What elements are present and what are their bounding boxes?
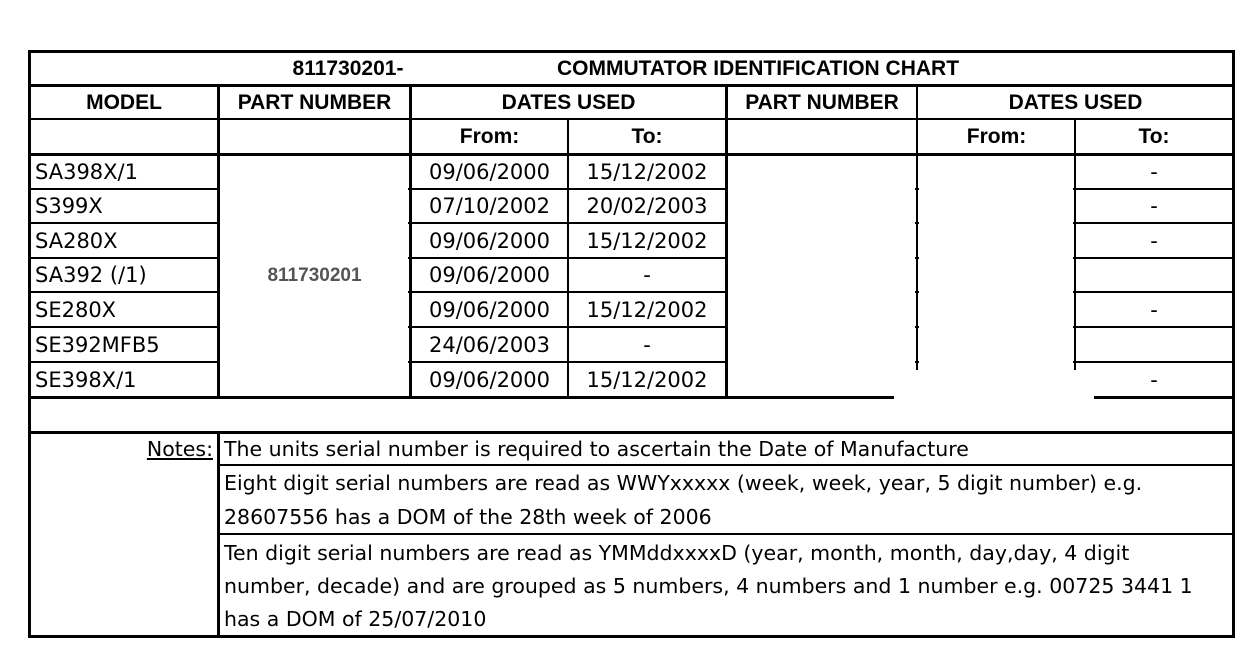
row-to: 15/12/2002 bbox=[586, 367, 708, 392]
note-line-2b: 28607556 has a DOM of the 28th week of 2006 bbox=[224, 504, 712, 529]
row-to: 20/02/2003 bbox=[586, 194, 708, 218]
row-from: 09/06/2000 bbox=[428, 297, 551, 322]
note-line-3c: has a DOM of 25/07/2010 bbox=[224, 607, 487, 631]
row-to: - bbox=[643, 332, 651, 357]
chart-title: COMMUTATOR IDENTIFICATION CHART bbox=[556, 56, 960, 80]
grid-line bbox=[218, 533, 1234, 535]
row-to: 15/12/2002 bbox=[586, 160, 708, 184]
row-to-2: - bbox=[1150, 194, 1158, 218]
row-model: SE392MFB5 bbox=[35, 332, 160, 357]
note-line-3a: Ten digit serial numbers are read as YMMddxxxxD (year, month, month, day,day, 4 digit bbox=[224, 540, 1130, 565]
notes-label: Notes: bbox=[146, 437, 213, 461]
row-to: - bbox=[643, 263, 651, 287]
row-to: 15/12/2002 bbox=[586, 297, 708, 322]
row-to-2 bbox=[1076, 259, 1232, 291]
table-border-right bbox=[1232, 50, 1235, 638]
col-header-part-number-2: PART NUMBER bbox=[745, 90, 899, 114]
row-to-2: - bbox=[1150, 228, 1158, 253]
redacted-area bbox=[894, 370, 1094, 400]
col-header-dates-used-2: DATES USED bbox=[1008, 90, 1143, 114]
row-model: SA398X/1 bbox=[35, 160, 138, 184]
col-header-to-2: To: bbox=[1138, 124, 1170, 148]
row-to-2: - bbox=[1150, 297, 1158, 322]
row-from: 07/10/2002 bbox=[428, 194, 551, 218]
row-model: SE398X/1 bbox=[35, 367, 137, 392]
row-from: 09/06/2000 bbox=[428, 263, 551, 287]
col-header-to: To: bbox=[631, 124, 663, 148]
col-header-dates-used: DATES USED bbox=[501, 90, 636, 114]
row-model: SA392 (/1) bbox=[35, 263, 147, 287]
merged-cell-bg bbox=[728, 156, 915, 396]
col-header-from: From: bbox=[459, 124, 520, 148]
note-line-2a: Eight digit serial numbers are read as WWYxxxxx (week, week, year, 5 digit number) e.g. bbox=[224, 471, 1143, 495]
note-line-1: The units serial number is required to ascertain the Date of Manufacture bbox=[224, 437, 969, 461]
row-from: 24/06/2003 bbox=[428, 332, 551, 357]
row-model: S399X bbox=[35, 194, 103, 218]
row-to: 15/12/2002 bbox=[586, 228, 708, 253]
col-header-part-number: PART NUMBER bbox=[237, 90, 392, 114]
chart-code: 811730201- bbox=[292, 56, 404, 80]
row-model: SA280X bbox=[35, 228, 118, 253]
note-line-3b: number, decade) and are grouped as 5 numbers, 4 numbers and 1 number e.g. 00725 3441 1 bbox=[224, 574, 1193, 598]
row-to-2 bbox=[1076, 328, 1232, 361]
row-model: SE280X bbox=[35, 297, 117, 322]
col-header-from-2: From: bbox=[966, 124, 1027, 148]
grid-line bbox=[916, 84, 918, 397]
row-from: 09/06/2000 bbox=[428, 160, 551, 184]
row-from: 09/06/2000 bbox=[428, 367, 551, 392]
col-header-model: MODEL bbox=[86, 90, 162, 114]
commutator-chart bbox=[28, 50, 1234, 638]
part-number-value: 811730201 bbox=[267, 265, 362, 286]
row-to-2: - bbox=[1150, 160, 1158, 184]
row-to-2: - bbox=[1150, 367, 1158, 392]
row-from: 09/06/2000 bbox=[428, 228, 551, 253]
redacted-area bbox=[919, 156, 1073, 396]
table-border-bottom bbox=[28, 635, 1234, 638]
